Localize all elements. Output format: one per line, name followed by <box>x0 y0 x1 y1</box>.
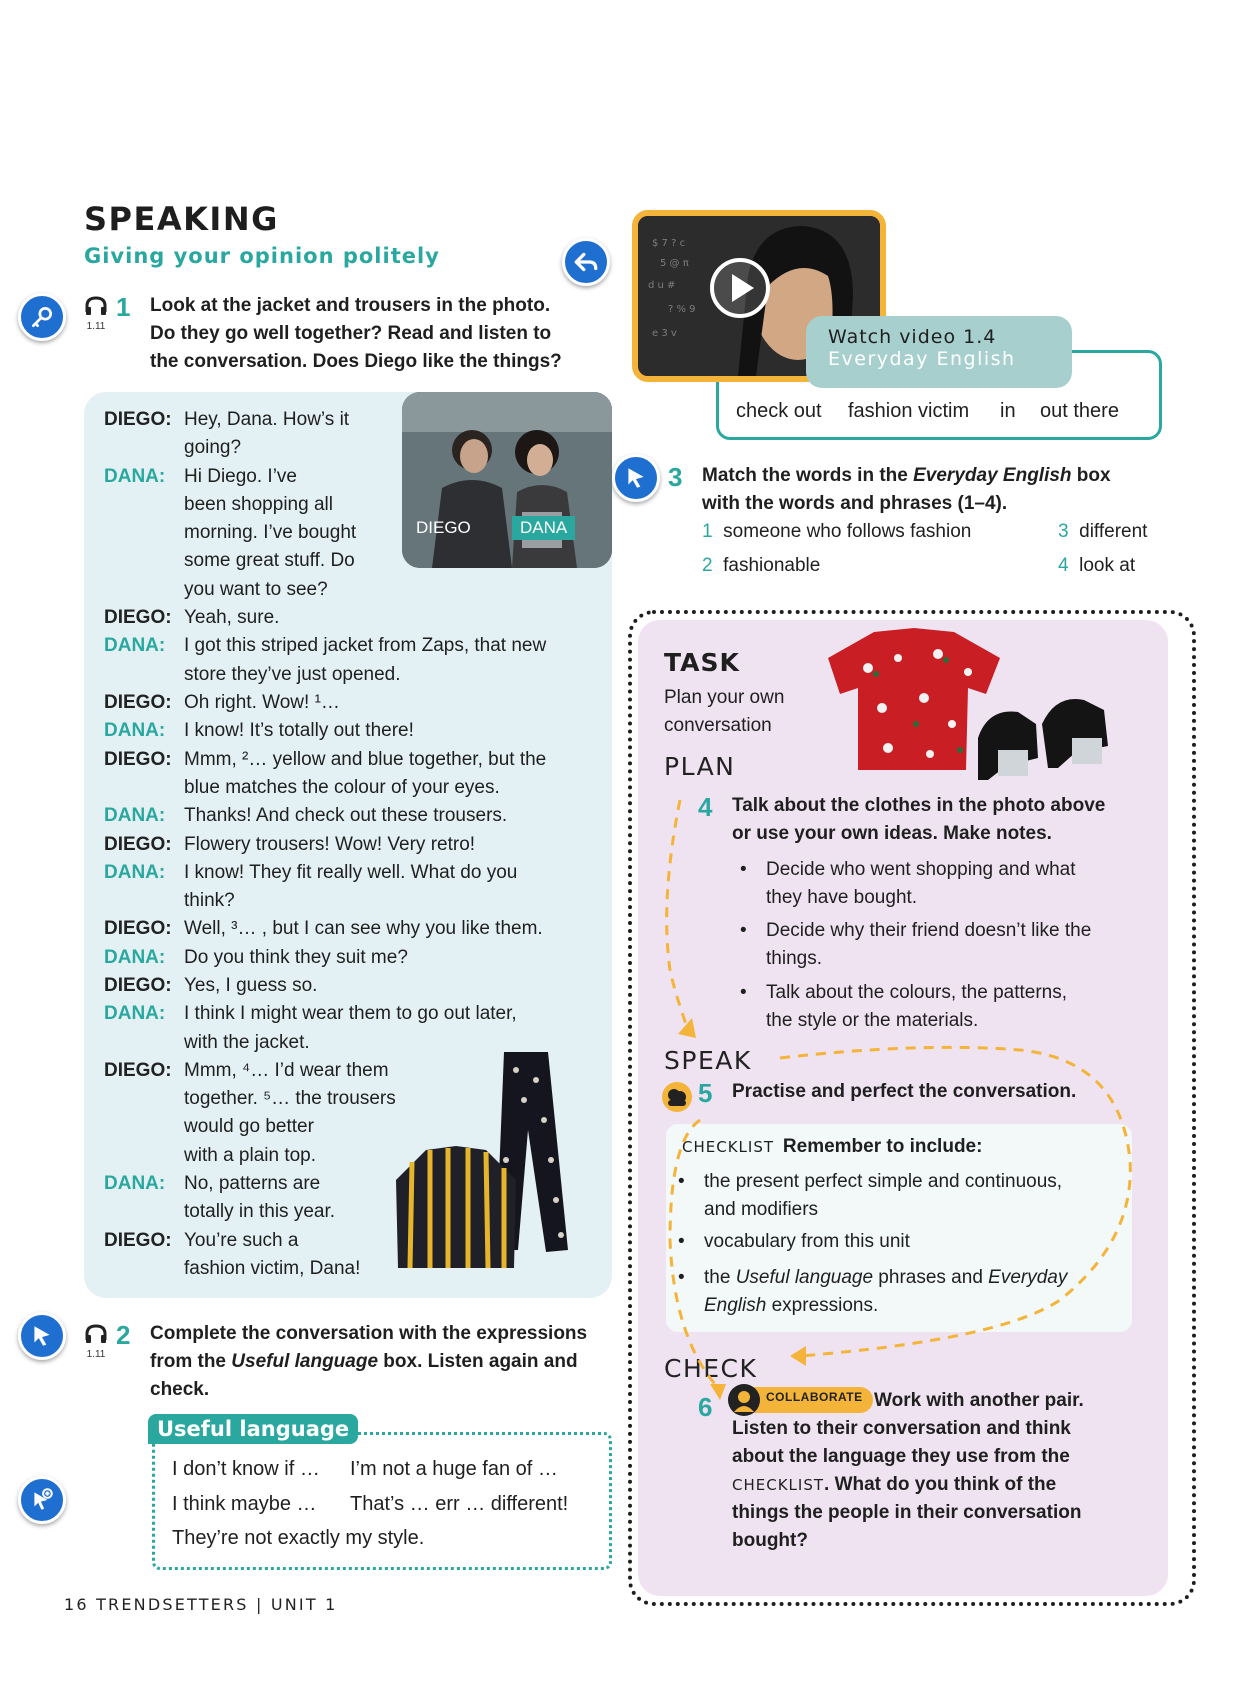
instruction-line: Do they go well together? Read and listen to <box>150 323 552 344</box>
speaker-label: DIEGO: <box>104 1229 172 1251</box>
shirt-shoes-illustration <box>828 628 1138 780</box>
useful-phrase: That’s … err … different! <box>350 1493 569 1515</box>
speech-line: together. ⁵… the trousers <box>184 1088 396 1110</box>
conversation-turn <box>104 1000 574 1057</box>
task-subheading: Plan your own conversation <box>664 687 785 736</box>
conversation-turn <box>104 463 574 604</box>
page-subtitle: Giving your opinion politely <box>84 244 440 268</box>
speech-line: been shopping all <box>184 493 333 515</box>
everyday-english-word: out there <box>1040 400 1119 422</box>
conversation-turn <box>104 944 574 972</box>
svg-text:? % 9: ? % 9 <box>668 304 696 315</box>
cursor-icon <box>623 465 649 491</box>
speech-line: I think I might wear them to go out later, <box>184 1003 517 1025</box>
checklist-item: • vocabulary from this unit <box>678 1231 910 1252</box>
instruction-line: with the words and phrases (1–4). <box>702 493 1008 514</box>
svg-text:$ 7 ? c: $ 7 ? c <box>652 238 686 249</box>
speech-line: Mmm, ⁴… I’d wear them <box>184 1059 389 1081</box>
speaker-label: DIEGO: <box>104 1059 172 1081</box>
speaker-label: DIEGO: <box>104 607 172 629</box>
speaker-label: DIEGO: <box>104 748 172 770</box>
speech-line: fashion victim, Dana! <box>184 1257 361 1279</box>
task-heading: TASK <box>664 648 740 677</box>
video-subtitle: Everyday English <box>828 348 1016 370</box>
track-number: 1.11 <box>86 1349 106 1360</box>
exercise-2-instructions <box>150 1320 587 1404</box>
speech-line: Yeah, sure. <box>184 607 280 629</box>
page-number: 16 <box>64 1595 89 1614</box>
speech-line: Do you think they suit me? <box>184 946 408 968</box>
exercise-number: 5 <box>698 1078 713 1108</box>
speech-line: Hey, Dana. How’s it <box>184 409 350 430</box>
exercise-number: 3 <box>668 462 683 492</box>
add-interactive-button[interactable] <box>18 1476 66 1524</box>
audio-track-1[interactable] <box>84 296 108 332</box>
speech-line: would go better <box>184 1116 314 1138</box>
footer-text: TRENDSETTERS | UNIT 1 <box>96 1595 338 1614</box>
flow-arrows <box>640 780 1180 1460</box>
cursor-icon <box>29 1323 55 1349</box>
speaker-label: DANA: <box>104 805 166 827</box>
speech-line: I know! It’s totally out there! <box>184 720 414 742</box>
video-label[interactable] <box>806 316 1072 388</box>
checklist-item: • the Useful language phrases and Everyday English expressions. <box>678 1267 1068 1317</box>
instruction-line: check. <box>150 1379 210 1400</box>
svg-text:e 3 v: e 3 v <box>652 328 677 339</box>
speech-line: Thanks! And check out these trousers. <box>184 805 508 827</box>
speaker-label: DANA: <box>104 946 166 968</box>
checklist-item: • the present perfect simple and continuous, and modifiers <box>678 1171 1063 1221</box>
video-title: Watch video 1.4 <box>828 326 997 348</box>
speech-line: going? <box>184 437 242 459</box>
page-footer <box>64 1595 337 1614</box>
speech-line: with a plain top. <box>184 1144 317 1166</box>
useful-phrase: They’re not exactly my style. <box>172 1527 425 1549</box>
speaker-label: DANA: <box>104 720 166 742</box>
speaker-label: DIEGO: <box>104 918 172 940</box>
speech-line: Yes, I guess so. <box>184 975 318 996</box>
everyday-english-word: fashion victim <box>848 400 970 422</box>
conversation-turn <box>104 802 574 830</box>
check-heading: CHECK <box>664 1354 758 1383</box>
conversation-turn <box>104 746 574 803</box>
match-item[interactable]: 3 different <box>1058 521 1148 542</box>
speaker-label: DIEGO: <box>104 692 172 713</box>
useful-phrase: I don’t know if … <box>172 1458 320 1480</box>
dana-tag: DANA <box>512 516 575 540</box>
conversation-turn <box>104 859 574 916</box>
plan-bullet: • Talk about the colours, the patterns, the style or the materials. <box>740 982 1068 1032</box>
instruction-line: from the Useful language box. Listen again and <box>150 1351 578 1372</box>
speaker-label: DIEGO: <box>104 833 172 855</box>
speaker-label: DANA: <box>104 861 166 883</box>
exercise-5-instructions: Practise and perfect the conversation. <box>732 1081 1077 1102</box>
speech-line: Oh right. Wow! ¹… <box>184 692 340 713</box>
plan-bullet: • Decide who went shopping and what they have bought. <box>740 859 1076 909</box>
conversation-turn <box>104 915 574 943</box>
svg-text:5 @ π: 5 @ π <box>660 258 689 269</box>
plan-bullet: • Decide why their friend doesn’t like the things. <box>740 920 1092 970</box>
headphones-icon <box>84 1324 108 1344</box>
speaker-label: DANA: <box>104 1173 166 1195</box>
svg-text:d u #: d u # <box>648 280 676 291</box>
speaker-label: DANA: <box>104 465 166 487</box>
speech-line: totally in this year. <box>184 1201 336 1223</box>
speech-line: You’re such a <box>184 1229 299 1251</box>
exercise-6-instructions: Listen to their conversation and think about the language they use from the CHECKLIST. What do you think of the things the people in their conversation bought? <box>732 1418 1082 1551</box>
key-icon <box>29 304 55 330</box>
conversation-turn <box>104 717 574 745</box>
match-item[interactable]: 4 look at <box>1058 555 1136 576</box>
speech-line: Hi Diego. I’ve <box>184 465 297 487</box>
exercise-3-instructions <box>702 462 1111 518</box>
useful-phrase: I’m not a huge fan of … <box>350 1458 558 1480</box>
conversation-turn <box>104 406 574 463</box>
speech-line: store they’ve just opened. <box>184 663 401 685</box>
speech-line: you want to see? <box>184 578 328 600</box>
diego-tag: DIEGO <box>416 518 471 537</box>
speech-line: with the jacket. <box>184 1031 310 1053</box>
speech-line: No, patterns are <box>184 1173 321 1195</box>
headphones-icon <box>84 296 108 316</box>
plan-heading: PLAN <box>664 752 736 781</box>
speech-line: some great stuff. Do <box>184 550 355 572</box>
speaker-label: DANA: <box>104 635 166 657</box>
speaker-label: DANA: <box>104 1003 166 1025</box>
exercise-number: 6 <box>698 1392 713 1422</box>
conversation-turn <box>104 972 574 1000</box>
speaker-label: DIEGO: <box>104 975 172 996</box>
speech-line: Well, ³… , but I can see why you like them. <box>184 918 543 940</box>
answer-key-button[interactable] <box>18 293 66 341</box>
match-item[interactable]: 1 someone who follows fashion <box>702 521 972 542</box>
conversation-turn <box>104 604 574 632</box>
jacket-trousers-photo <box>386 1050 596 1272</box>
collaborate-badge: COLLABORATE <box>732 1387 873 1413</box>
page-title: SPEAKING <box>84 200 279 238</box>
speech-line: Flowery trousers! Wow! Very retro! <box>184 833 476 855</box>
speech-line: I know! They fit really well. What do you <box>184 861 518 883</box>
useful-language-label: Useful language <box>148 1414 358 1444</box>
instruction-line: the conversation. Does Diego like the things? <box>150 351 562 372</box>
exercise-1-instructions <box>150 292 562 376</box>
interactive-exercise-2-button[interactable] <box>18 1312 66 1360</box>
exercise-number: 4 <box>698 792 713 822</box>
match-item[interactable]: 2 fashionable <box>702 555 821 576</box>
instruction-line: Match the words in the Everyday English box <box>702 465 1111 486</box>
exercise-4-instructions: Talk about the clothes in the photo above or use your own ideas. Make notes. <box>732 795 1106 844</box>
useful-phrase: I think maybe … <box>172 1493 317 1515</box>
shirt-shoes-photo <box>828 628 1138 780</box>
everyday-english-word: in <box>1000 400 1016 422</box>
exercise-number: 1 <box>116 292 131 322</box>
conversation-turn <box>104 831 574 859</box>
everyday-english-word: check out <box>736 400 822 422</box>
track-number: 1.11 <box>86 321 106 332</box>
speaker-label: DIEGO: <box>104 409 172 430</box>
conversation-turn <box>104 632 574 689</box>
exercise-number: 2 <box>116 1320 131 1350</box>
back-arrow-icon <box>573 249 599 275</box>
conversation-turn <box>104 689 574 717</box>
cursor-plus-icon <box>29 1487 55 1513</box>
speech-line: blue matches the colour of your eyes. <box>184 776 500 798</box>
instruction-line: Look at the jacket and trousers in the photo. <box>150 295 551 316</box>
checklist-header: CHECKLIST Remember to include: <box>682 1136 983 1157</box>
instruction-line: Complete the conversation with the expressions <box>150 1323 588 1344</box>
speak-heading: SPEAK <box>664 1046 752 1075</box>
jacket-trousers-illustration <box>386 1050 596 1272</box>
interactive-exercise-3-button[interactable] <box>612 454 660 502</box>
speech-line: morning. I’ve bought <box>184 522 357 544</box>
back-button[interactable] <box>562 238 610 286</box>
speech-line: think? <box>184 890 235 912</box>
exercise-6-line1: Work with another pair. <box>874 1390 1084 1411</box>
audio-track-2[interactable] <box>84 1324 108 1360</box>
speech-line: I got this striped jacket from Zaps, that new <box>184 635 547 657</box>
speech-line: Mmm, ²… yellow and blue together, but the <box>184 748 547 770</box>
